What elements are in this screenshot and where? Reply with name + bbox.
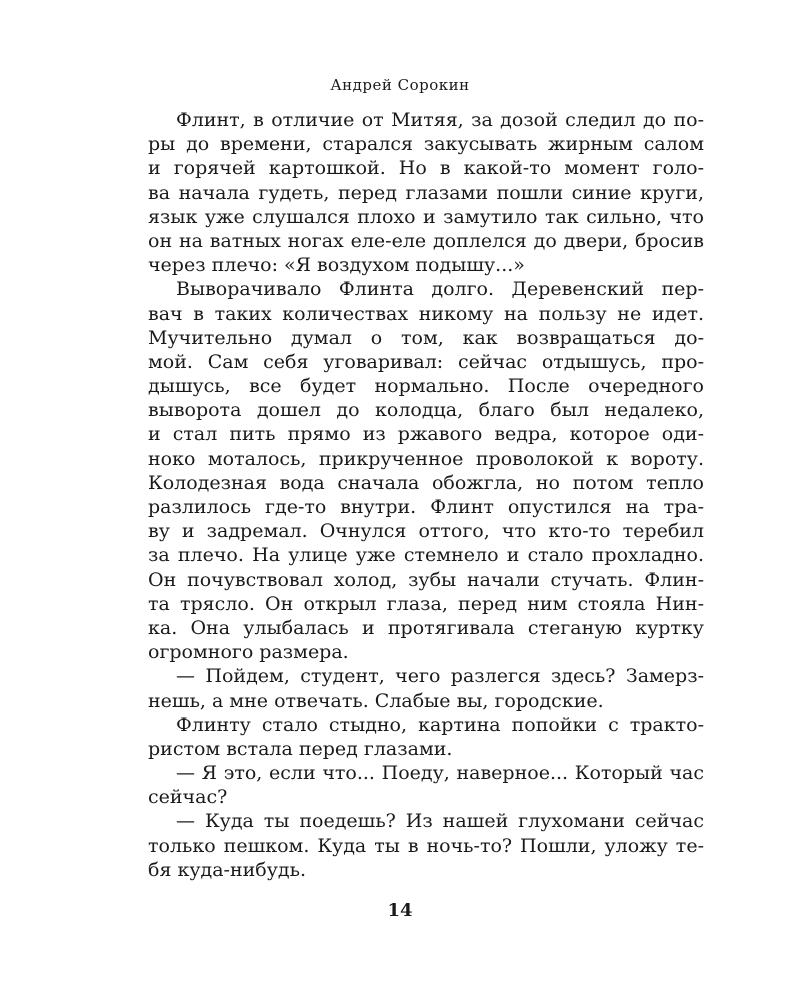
text-line: бя куда-нибудь. — [148, 858, 306, 881]
text-line: разлилось где-то внутри. Флинт опустился на тра- — [148, 496, 704, 518]
text-line: ристом встала перед глазами. — [148, 737, 453, 760]
text-line: Выворачивало Флинта долго. Деревенский пер- — [176, 278, 704, 301]
text-line: выворота дошел до колодца, благо был недалеко, — [148, 399, 704, 422]
text-line: и горячей картошкой. Но в какой-то момент голо- — [148, 157, 704, 180]
text-line: ка. Она улыбалась и протягивала стеганую куртку — [148, 616, 704, 639]
text-line: огромного размера. — [148, 641, 349, 664]
text-line: он на ватных ногах еле-еле доплелся до двери, бросив — [148, 229, 704, 252]
text-line: ву и задремал. Очнулся оттого, что кто-то теребил — [148, 520, 704, 543]
text-line: ноко моталось, прикрученное проволокой к вороту. — [148, 447, 704, 470]
text-line: вач в таких количествах никому на пользу не идет. — [148, 302, 704, 325]
text-line: за плечо. На улице уже стемнело и стало прохладно. — [148, 544, 704, 567]
text-line: дышусь, все будет нормально. После очередного — [148, 375, 704, 398]
text-line: — Я это, если что... Поеду, наверное... Который час — [176, 762, 704, 785]
text-line: сейчас? — [148, 786, 228, 809]
text-line: ры до времени, старался закусывать жирным салом — [148, 133, 704, 156]
text-line: нешь, а мне отвечать. Слабые вы, городские. — [148, 689, 604, 712]
text-line: язык уже слушался плохо и замутило так сильно, что — [148, 205, 704, 228]
text-line: ва начала гудеть, перед глазами пошли синие круги, — [148, 181, 704, 204]
text-line: Колодезная вода сначала обожгла, но потом тепло — [148, 471, 704, 494]
text-line: — Куда ты поедешь? Из нашей глухомани сейчас — [176, 810, 704, 833]
text-line: и стал пить прямо из ржавого ведра, которое оди- — [148, 423, 704, 446]
text-line: та трясло. Он открыл глаза, перед ним стояла Нин- — [148, 592, 704, 615]
body-text — [148, 108, 704, 882]
text-line: только пешком. Куда ты в ночь-то? Пошли, уложу те- — [148, 834, 704, 857]
text-line: мой. Сам себя уговаривал: сейчас отдышусь, про- — [148, 350, 704, 373]
text-line: Флинту стало стыдно, картина попойки с тракто- — [176, 713, 704, 736]
text-line: — Пойдем, студент, чего разлегся здесь? Замерз- — [176, 665, 704, 688]
page-number: 14 — [387, 900, 413, 921]
text-line: через плечо: «Я воздухом подышу...» — [148, 254, 525, 277]
text-line: Флинт, в отличие от Митяя, за дозой следил до по- — [176, 109, 704, 131]
text-line: Мучительно думал о том, как возвращаться до- — [148, 326, 704, 349]
text-line: Он почувствовал холод, зубы начали стучать. Флин- — [148, 568, 704, 591]
running-header: Андрей Сорокин — [330, 76, 470, 94]
